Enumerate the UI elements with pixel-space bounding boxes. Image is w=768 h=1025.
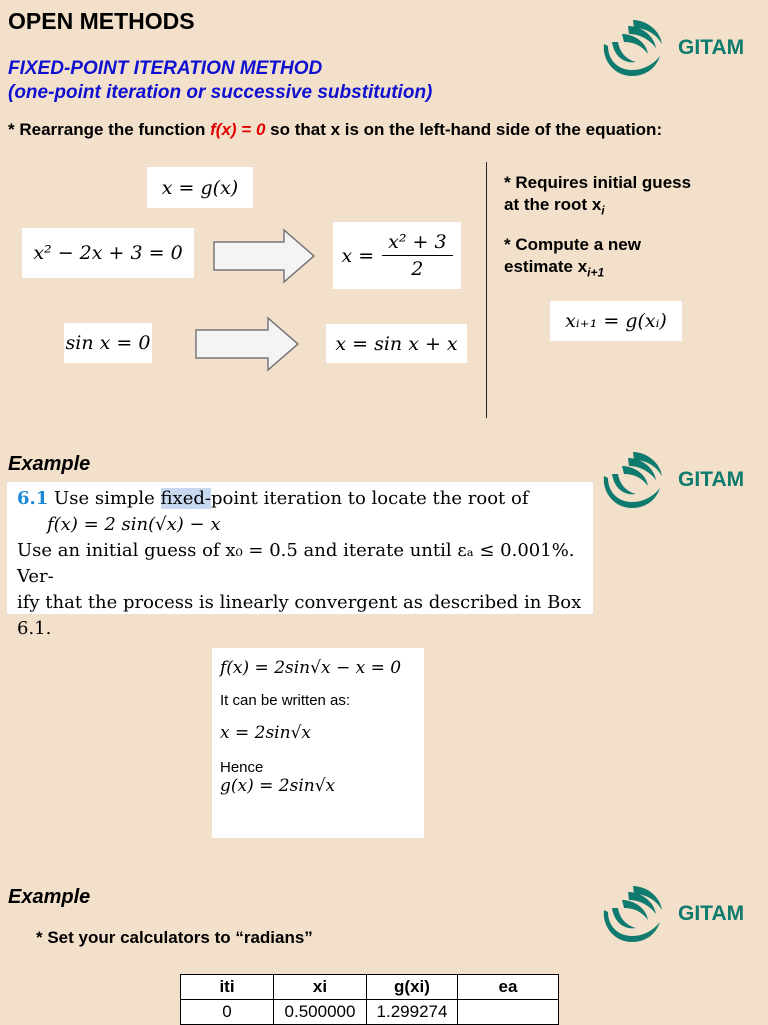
note2-line2: estimate x [504,257,588,276]
table-cell [458,1000,559,1025]
example-equation-2: sin x = 0 [64,323,152,363]
fraction-numerator: x² + 3 [382,231,452,256]
fraction [382,231,452,280]
gitam-logo-text: GITAM [678,36,745,59]
solution-equation: f(x) = 2sin√x − x = 0 [220,658,402,678]
general-form-equation: x = g(x) [147,167,253,208]
iteration-formula: xᵢ₊₁ = g(xᵢ) [550,301,682,341]
problem-number: 6.1 [17,488,49,509]
rearranged-equation-2: x = sin x + x [326,324,467,363]
problem-statement [7,482,593,639]
highlighted-text: fixed- [160,488,211,509]
page-title: OPEN METHODS [8,8,195,34]
gitam-logo [598,14,744,82]
note2-subscript: i+1 [587,265,605,280]
note-new-estimate [504,234,641,283]
solution-text-1: It can be written as: [220,692,351,709]
rearrange-prefix: * Rearrange the function [8,120,211,139]
problem-line3: Use an initial guess of x₀ = 0.5 and iterate until εₐ ≤ 0.001%. Ver- [17,540,575,587]
column-header-xi: xi [274,975,367,1000]
iteration-table [180,974,559,1025]
table-header-row [181,975,559,1000]
note-initial-guess [504,172,691,221]
method-subtitle: (one-point iteration or successive substitution) [8,82,433,103]
example-heading-2: Example [8,886,91,908]
divider-line [486,162,487,418]
rearrange-function: f(x) = 0 [210,120,266,139]
radians-note: * Set your calculators to “radians” [36,928,313,947]
solution-text-2: Hence [220,759,264,776]
table-cell: 0.500000 [274,1000,367,1025]
column-header-ea: ea [458,975,559,1000]
problem-line1-a: Use simple [48,488,161,509]
solution-box [212,648,424,838]
note2-line1: * Compute a new [504,235,641,254]
table-cell: 0 [181,1000,274,1025]
note1-line1: * Requires initial guess [504,173,692,192]
rearrange-instruction [8,120,662,140]
note1-subscript: i [601,203,605,218]
column-header-iti: iti [181,975,274,1000]
rearranged-lhs: x = [341,244,375,267]
solution-gx: g(x) = 2sin√x [220,776,336,796]
gitam-logo [598,880,744,948]
solution-rearranged: x = 2sin√x [220,723,311,743]
method-title: FIXED-POINT ITERATION METHOD [8,58,323,79]
example-heading: Example [8,453,91,475]
example-equation-1: x² − 2x + 3 = 0 [22,228,194,278]
table-cell: 1.299274 [367,1000,458,1025]
gitam-logo [598,446,744,514]
gitam-logo-text: GITAM [678,468,745,491]
note1-line2: at the root x [504,195,602,214]
arrow-right-icon [212,228,316,284]
problem-function: f(x) = 2 sin(√x) − x [47,514,221,535]
problem-line4: ify that the process is linearly convergent as described in Box 6.1. [17,592,582,639]
gitam-swirl-icon [598,446,668,514]
gitam-logo-text: GITAM [678,902,745,925]
table-row [181,1000,559,1025]
arrow-right-icon [194,316,300,372]
gitam-swirl-icon [598,14,668,82]
rearrange-suffix: so that x is on the left-hand side of the equation: [265,120,663,139]
problem-line1-b: point iteration to locate the root of [210,488,529,509]
column-header-gxi: g(xi) [367,975,458,1000]
rearranged-equation-1 [333,222,461,289]
fraction-denominator: 2 [411,258,424,280]
gitam-swirl-icon [598,880,668,948]
